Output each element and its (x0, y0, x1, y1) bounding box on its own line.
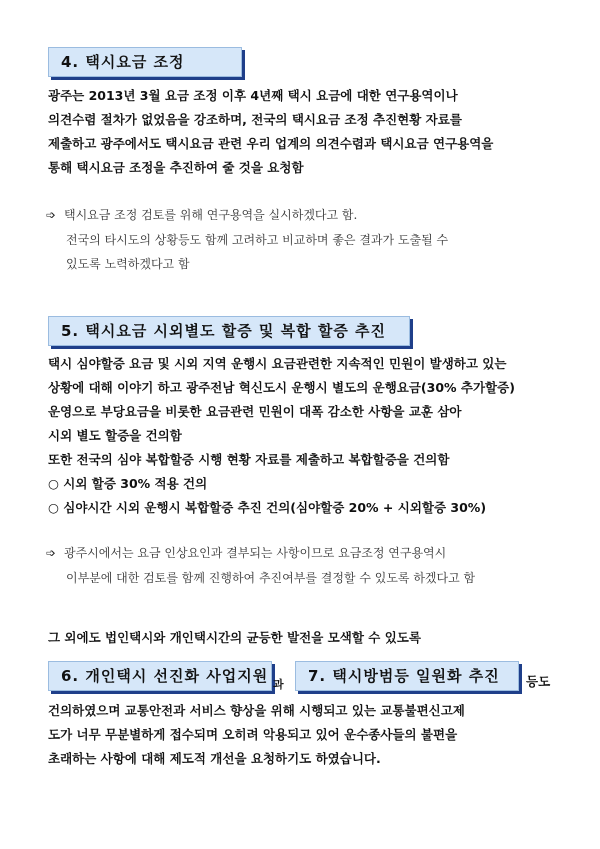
bullet-item: ○ 심야시간 시외 운행시 복합할증 추진 건의(심야할증 20% + 시외할증 30%) (48, 500, 487, 515)
body-line: 도가 너무 무분별하게 접수되며 오히려 악용되고 있어 운수종사들의 불편을 (48, 727, 458, 742)
closing-body (48, 699, 558, 771)
connector-text: 과 (273, 678, 284, 691)
section-4-response (46, 203, 566, 277)
section-5-body (48, 352, 558, 520)
closing-intro: 그 외에도 법인택시와 개인택시간의 균등한 발전을 모색할 수 있도록 (48, 630, 421, 645)
response-text: 택시요금 조정 검토를 위해 연구용역을 실시하겠다고 함. (64, 208, 358, 222)
body-line: 상황에 대해 이야기 하고 광주전남 혁신도시 운행시 별도의 운행요금(30% 추가할증) (48, 380, 515, 395)
body-line: 건의하였으며 교통안전과 서비스 향상을 위해 시행되고 있는 교통불편신고제 (48, 703, 465, 718)
body-line: 의견수렴 절차가 없었음을 강조하며, 전국의 택시요금 조정 추진현황 자료를 (48, 112, 462, 127)
body-line: 제출하고 광주에서도 택시요금 관련 우리 업계의 의견수렴과 택시요금 연구용역을 (48, 136, 494, 151)
section-4-body (48, 84, 558, 180)
response-line (46, 203, 566, 228)
section-4-heading: 4. 택시요금 조정 (48, 47, 242, 77)
response-line: 이부분에 대한 검토를 함께 진행하여 추진여부를 결정할 수 있도록 하겠다고 함 (66, 570, 476, 585)
body-line: 또한 전국의 심야 복합할증 시행 현황 자료를 제출하고 복합할증을 건의함 (48, 452, 450, 467)
body-line: 운영으로 부당요금을 비롯한 요금관련 민원이 대폭 감소한 사항을 교훈 삼아 (48, 404, 462, 419)
response-line: 있도록 노력하겠다고 함 (66, 257, 190, 271)
body-line: 시외 별도 할증을 건의함 (48, 428, 182, 443)
section-6-heading: 6. 개인택시 선진화 사업지원 (48, 661, 272, 691)
body-line: 택시 심야할증 요금 및 시외 지역 운행시 요금관련한 지속적인 민원이 발생하고 있는 (48, 356, 507, 371)
section-7-heading: 7. 택시방범등 일원화 추진 (295, 661, 519, 691)
hook-arrow-icon: ➩ (46, 208, 57, 222)
hook-arrow-icon: ➩ (46, 546, 57, 560)
response-text: 광주시에서는 요금 인상요인과 결부되는 사항이므로 요금조정 연구용역시 (64, 546, 447, 560)
section-5-heading: 5. 택시요금 시외별도 할증 및 복합 할증 추진 (48, 316, 410, 346)
body-line: 초래하는 사항에 대해 제도적 개선을 요청하기도 하였습니다. (48, 751, 381, 766)
body-line: 통해 택시요금 조정을 추진하여 줄 것을 요청함 (48, 160, 304, 175)
response-line (46, 541, 566, 566)
response-line: 전국의 타시도의 상황등도 함께 고려하고 비교하며 좋은 결과가 도출될 수 (66, 232, 449, 247)
section-5-response (46, 541, 566, 590)
suffix-text: 등도 (526, 674, 551, 689)
bullet-item: ○ 시외 할증 30% 적용 건의 (48, 476, 208, 491)
body-line: 광주는 2013년 3월 요금 조정 이후 4년째 택시 요금에 대한 연구용역이나 (48, 88, 458, 103)
